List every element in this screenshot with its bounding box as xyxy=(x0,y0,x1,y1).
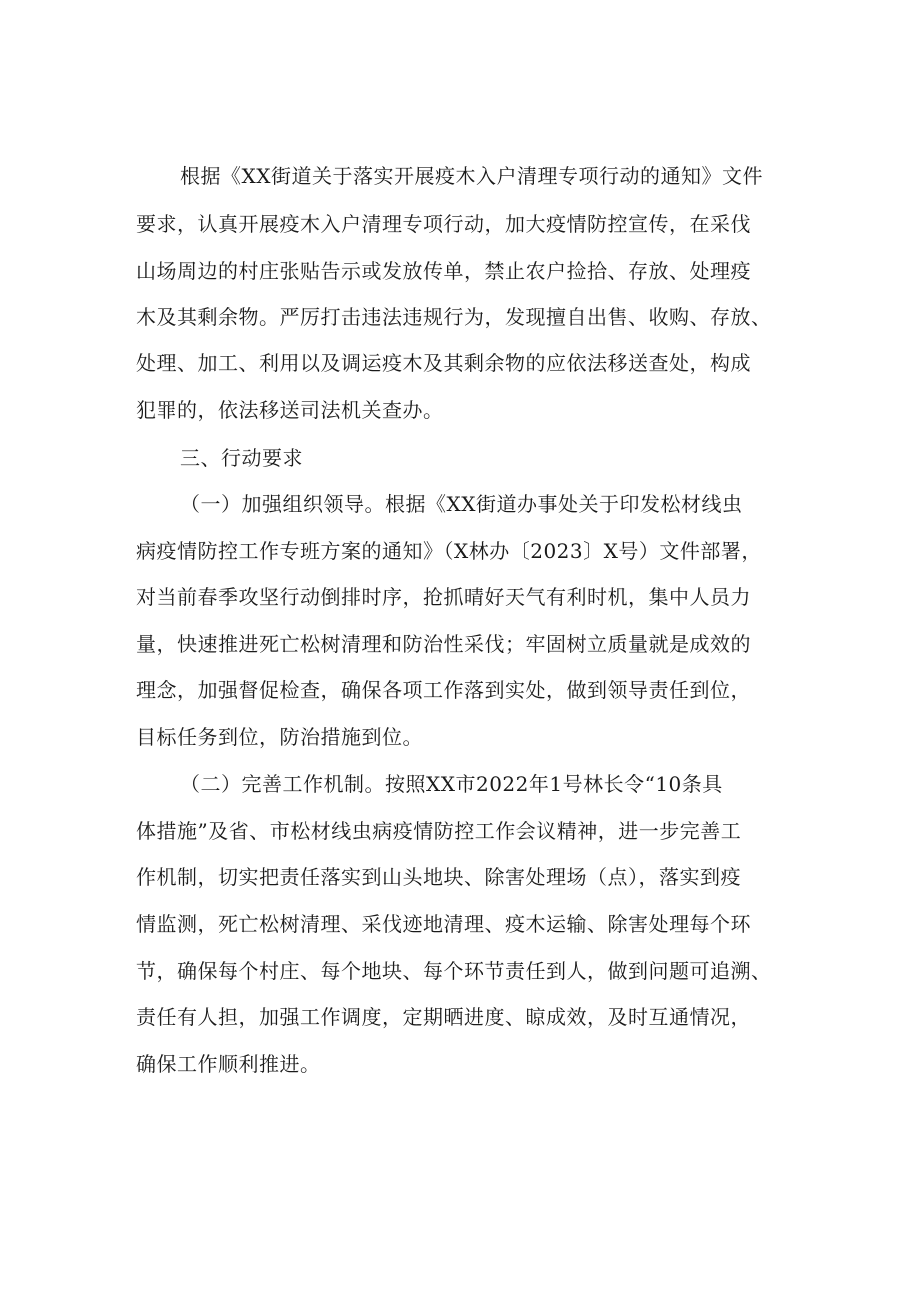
paragraph-2-line-1: （一）加强组织领导。根据《XX街道办事处关于印发松材线虫 xyxy=(180,492,743,516)
paragraph-1-line-3: 山场周边的村庄张贴告示或发放传单，禁止农户捡拾、存放、处理疫 xyxy=(136,259,751,283)
paragraph-2-line-3: 对当前春季攻坚行动倒排时序，抢抓晴好天气有利时机，集中人员力 xyxy=(136,585,751,609)
paragraph-3-line-2: 体措施”及省、市松材线虫病疫情防控工作会议精神，进一步完善工 xyxy=(136,819,742,843)
paragraph-3-line-5: 节，确保每个村庄、每个地块、每个环节责任到人，做到问题可追溯、 xyxy=(136,959,772,983)
paragraph-3-line-7: 确保工作顺利推进。 xyxy=(136,1052,321,1076)
section-heading: 三、行动要求 xyxy=(180,446,303,470)
paragraph-2-line-6: 目标任务到位，防治措施到位。 xyxy=(136,725,423,749)
paragraph-1-line-4: 木及其剩余物。严厉打击违法违规行为，发现擅自出售、收购、存放、 xyxy=(136,305,772,329)
paragraph-3-line-3: 作机制，切实把责任落实到山头地块、除害处理场（点），落实到疫 xyxy=(136,865,741,889)
paragraph-2-line-2: 病疫情防控工作专班方案的通知》（X林办〔2023〕X号）文件部署， xyxy=(136,539,762,563)
paragraph-1-line-5: 处理、加工、利用以及调运疫木及其剩余物的应依法移送查处，构成 xyxy=(136,351,751,375)
paragraph-1-line-1: 根据《XX街道关于落实开展疫木入户清理专项行动的通知》文件 xyxy=(180,164,763,188)
paragraph-3-line-6: 责任有人担，加强工作调度，定期晒进度、晾成效，及时互通情况， xyxy=(136,1005,751,1029)
paragraph-3-line-4: 情监测，死亡松树清理、采伐迹地清理、疫木运输、除害处理每个环 xyxy=(136,912,751,936)
paragraph-3-line-1: （二）完善工作机制。按照XX市2022年1号林长令“10条具 xyxy=(180,772,723,796)
paragraph-2-line-4: 量，快速推进死亡松树清理和防治性采伐；牢固树立质量就是成效的 xyxy=(136,632,751,656)
paragraph-2-line-5: 理念，加强督促检查，确保各项工作落到实处，做到领导责任到位， xyxy=(136,678,751,702)
paragraph-1-line-2: 要求，认真开展疫木入户清理专项行动，加大疫情防控宣传，在采伐 xyxy=(136,212,751,236)
paragraph-1-line-6: 犯罪的，依法移送司法机关查办。 xyxy=(136,398,444,422)
